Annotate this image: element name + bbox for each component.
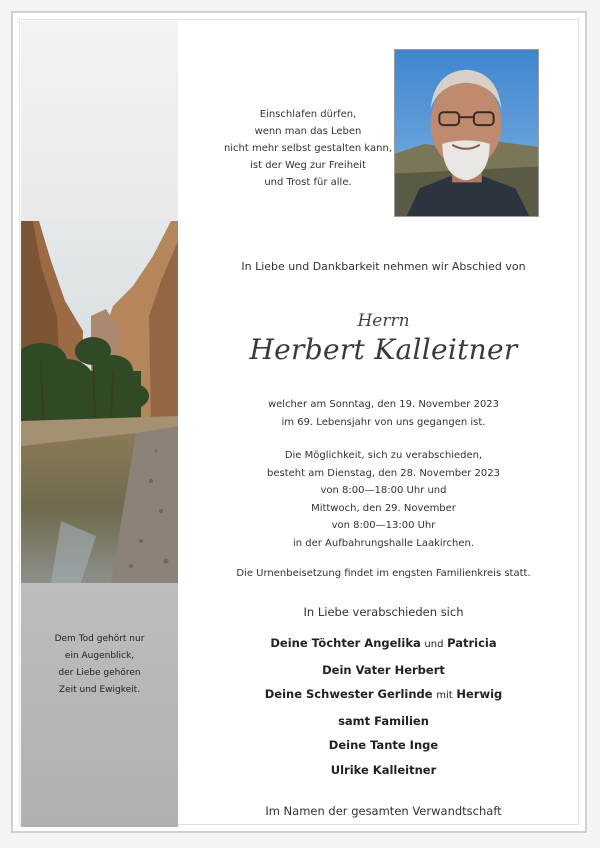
left-image-strip	[21, 21, 178, 827]
mourner-row	[178, 709, 589, 734]
mourner-name: samt Familien	[338, 713, 429, 728]
viewing-line: in der Aufbahrungshalle Laakirchen.	[292, 537, 475, 549]
mourner-conjunction: und	[424, 639, 444, 650]
intro-text: In Liebe und Dankbarkeit nehmen wir Abschied von	[241, 260, 526, 273]
viewing-line: Die Möglichkeit, sich zu verabschieden,	[284, 450, 483, 461]
strip-light-section	[21, 21, 178, 221]
urn-info	[178, 565, 589, 583]
viewing-line: von 8:00—13:00 Uhr	[331, 520, 436, 531]
viewing-line: von 8:00—18:00 Uhr und	[320, 485, 447, 496]
poem-line: nicht mehr selbst gestalten kann,	[223, 143, 393, 154]
poem-line: ist der Weg zur Freiheit	[250, 160, 366, 171]
death-info	[178, 396, 589, 431]
mourners-list	[178, 631, 589, 782]
viewing-line: besteht am Dienstag, den 28. November 2023	[267, 467, 500, 479]
mourner-row	[178, 682, 589, 709]
poem-line: wenn man das Leben	[254, 126, 362, 137]
mourner-name: Deine Schwester Gerlinde	[264, 687, 433, 701]
mourner-row	[178, 631, 589, 658]
canyon-landscape-image	[21, 221, 178, 583]
left-quote-line: Dem Tod gehört nur	[54, 634, 145, 644]
strip-gray-section	[21, 583, 178, 827]
portrait-photo	[394, 49, 539, 217]
mourner-row	[178, 758, 589, 783]
mourner-name: Ulrike Kalleitner	[330, 762, 437, 777]
left-quote-line: Zeit und Ewigkeit.	[58, 685, 141, 695]
mourner-row	[178, 733, 589, 758]
mourner-name: Dein Vater Herbert	[322, 662, 445, 677]
salutation: Herrn	[357, 311, 410, 331]
mourner-name: Herwig	[456, 687, 503, 701]
left-quote-line: der Liebe gehören	[58, 668, 141, 678]
poem-line: und Trost für alle.	[264, 177, 352, 188]
mourner-name: Deine Töchter Angelika	[270, 636, 421, 650]
death-info-line: welcher am Sonntag, den 19. November 2023	[267, 399, 500, 410]
farewell-heading: In Liebe verabschieden sich	[303, 605, 464, 619]
obituary-card	[11, 11, 587, 833]
left-quote	[21, 631, 178, 699]
deceased-name: Herbert Kalleitner	[249, 333, 518, 366]
poem-quote	[208, 106, 408, 191]
footer-signature: Im Namen der gesamten Verwandtschaft	[265, 804, 502, 818]
mourner-row	[178, 658, 589, 683]
poem-line: Einschlafen dürfen,	[259, 109, 357, 120]
mourner-conjunction: mit	[436, 690, 453, 701]
viewing-info	[178, 447, 589, 552]
urn-line: Die Urnenbeisetzung findet im engsten Familienkreis statt.	[236, 568, 531, 579]
mourner-name: Patricia	[447, 636, 497, 650]
mourner-name: Deine Tante Inge	[328, 738, 439, 752]
left-quote-line: ein Augenblick,	[64, 651, 135, 661]
viewing-line: Mittwoch, den 29. November	[311, 502, 456, 514]
death-info-line: im 69. Lebensjahr von uns gegangen ist.	[281, 416, 486, 428]
